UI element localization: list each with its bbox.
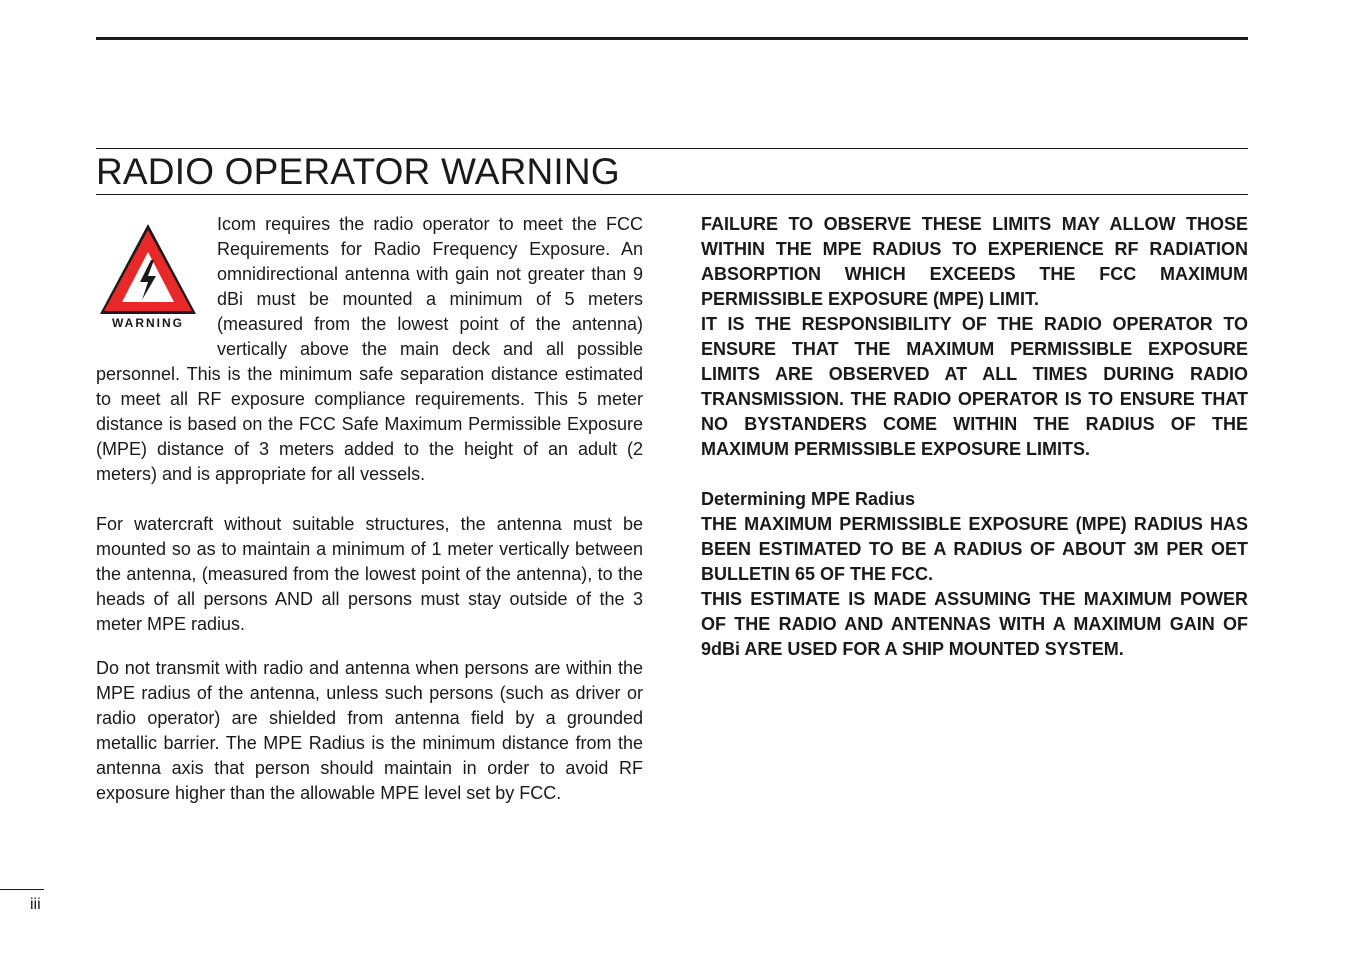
page-title: RADIO OPERATOR WARNING — [96, 151, 620, 192]
paragraph-mpe-estimate: THE MAXIMUM PERMISSIBLE EXPOSURE (MPE) RADIUS HAS BEEN ESTIMATED TO BE A RADIUS OF ABOUT 3M PER OET BULLETIN 65 OF THE FCC. — [701, 514, 1248, 584]
high-voltage-warning-icon — [96, 218, 200, 318]
warning-symbol — [96, 218, 206, 340]
footer-rule — [0, 889, 44, 890]
title-rule-top — [96, 148, 1248, 149]
paragraph-watercraft: For watercraft without suitable structures, the antenna must be mounted so as to maintain a minimum of 1 meter vertically between the antenna, (measured from the lowest point of the antenna), to the heads of all persons AND all persons must stay outside of the 3 meter MPE radius. — [96, 514, 643, 634]
page-number: iii — [30, 896, 41, 913]
paragraph-estimate-assumption: THIS ESTIMATE IS MADE ASSUMING THE MAXIMUM POWER OF THE RADIO AND ANTENNAS WITH A MAXIMUM GAIN OF 9dBi ARE USED FOR A SHIP MOUNTED SYSTEM. — [701, 589, 1248, 659]
right-column — [701, 212, 1248, 662]
paragraph-operator-responsibility: IT IS THE RESPONSIBILITY OF THE RADIO OPERATOR TO ENSURE THAT THE MAXIMUM PERMISSIBLE EXPOSURE LIMITS ARE OBSERVED AT ALL TIMES DURING RADIO TRANSMISSION. THE RADIO OPERATOR IS TO ENSURE THAT NO BYSTANDERS COME WITHIN THE RADIUS OF THE MAXIMUM PERMISSIBLE EXPOSURE LIMITS. — [701, 314, 1248, 459]
warning-label: WARNING — [112, 316, 184, 330]
title-rule-bottom — [96, 194, 1248, 195]
paragraph-do-not-transmit: Do not transmit with radio and antenna when persons are within the MPE radius of the antenna, unless such persons (such as driver or radio operator) are shielded from antenna field by a grounded metallic barrier. The MPE Radius is the minimum distance from the antenna axis that person should maintain in order to avoid RF exposure higher than the allowable MPE level set by FCC. — [96, 658, 643, 803]
subheading-mpe-radius: Determining MPE Radius — [701, 489, 916, 509]
header-rule — [96, 37, 1248, 40]
paragraph-fcc-requirements: Icom requires the radio operator to meet the FCC Requirements for Radio Frequency Exposure. An omnidirectional antenna with gain not greater than 9 dBi must be mounted a minimum of 5 meters (measured from the lowest point of the antenna) vertically above the main deck and all possible personnel. This is the minimum safe separation distance estimated to meet all RF exposure compliance requirements. This 5 meter distance is based on the FCC Safe Maximum Permissible Exposure (MPE) distance of 3 meters added to the height of an adult (2 meters) and is appropriate for all vessels. — [96, 214, 643, 484]
paragraph-failure-warning: FAILURE TO OBSERVE THESE LIMITS MAY ALLOW THOSE WITHIN THE MPE RADIUS TO EXPERIENCE RF RADIATION ABSORPTION WHICH EXCEEDS THE FCC MAXIMUM PERMISSIBLE EXPOSURE (MPE) LIMIT. — [701, 214, 1248, 309]
left-column — [96, 212, 643, 806]
